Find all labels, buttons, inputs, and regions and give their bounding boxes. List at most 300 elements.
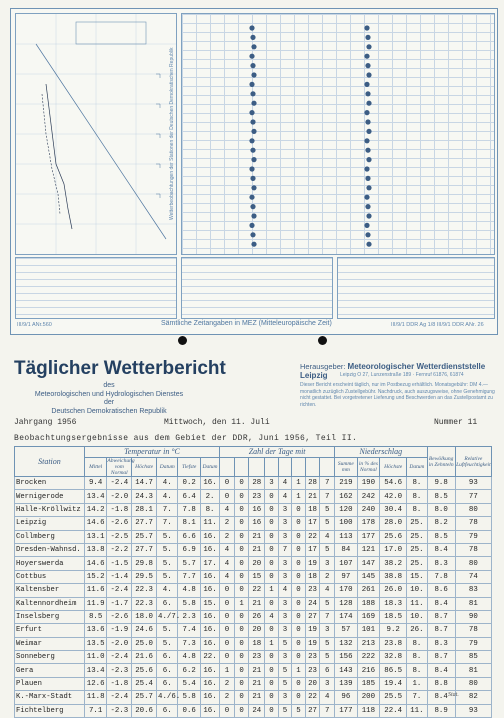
table-cell: 83	[455, 584, 491, 597]
table-cell: 24	[249, 704, 265, 717]
publisher-address: Leipzig O 27, Lunzenstraße 189 · Fernruf 61876, 61874	[340, 372, 464, 378]
table-cell: 0	[292, 503, 306, 516]
table-cell: 20	[249, 557, 265, 570]
table-cell: 23	[249, 651, 265, 664]
table-cell: 17	[305, 517, 320, 530]
table-cell: 8.4	[427, 597, 455, 610]
table-cell: 4.	[157, 584, 178, 597]
table-cell: 23	[305, 651, 320, 664]
weather-symbol-icon	[365, 232, 370, 237]
table-cell: 1	[265, 637, 279, 650]
table-cell: -1.9	[107, 624, 132, 637]
table-cell: 2	[220, 677, 235, 690]
table-cell: 4.8	[178, 651, 201, 664]
table-cell: 0	[234, 664, 249, 677]
weather-symbol-icon	[249, 138, 254, 143]
volume-year: Jahrgang 1956	[14, 418, 77, 427]
group-days: Zahl der Tage mit	[220, 447, 335, 458]
table-cell: 25.5	[380, 691, 407, 704]
table-cell: 14.6	[84, 557, 107, 570]
table-cell: 19	[305, 557, 320, 570]
table-cell: 8.2	[427, 517, 455, 530]
table-cell: 0	[234, 584, 249, 597]
table-cell: 101	[357, 624, 380, 637]
table-cell: 0	[234, 624, 249, 637]
table-cell: 0	[234, 490, 249, 503]
table-cell: 0	[292, 517, 306, 530]
sub-header: Summe mm	[335, 458, 358, 477]
table-cell: 54.6	[380, 477, 407, 490]
table-cell: 8.6	[427, 584, 455, 597]
table-cell: 22	[249, 584, 265, 597]
table-cell: 0	[234, 503, 249, 516]
table-row	[15, 691, 492, 704]
table-cell: 5	[278, 637, 292, 650]
station-name: Inselsberg	[15, 610, 85, 623]
table-cell: 4	[220, 543, 235, 556]
table-cell: 4./6.	[157, 691, 178, 704]
weather-symbol-icon	[251, 44, 256, 49]
masthead	[0, 352, 504, 414]
table-cell: 7	[320, 704, 335, 717]
weather-symbol-icon	[251, 213, 256, 218]
table-cell: 27.7	[132, 517, 157, 530]
table-cell: 16.	[200, 704, 219, 717]
table-cell: 26.0	[380, 584, 407, 597]
table-cell: 0.6	[178, 704, 201, 717]
table-cell: 118	[357, 704, 380, 717]
table-cell: 4	[265, 610, 279, 623]
subtitle-line: der	[103, 399, 115, 406]
table-cell: 93	[455, 477, 491, 490]
table-row	[15, 503, 492, 516]
table-cell: 20	[249, 624, 265, 637]
table-cell: 8.8	[427, 677, 455, 690]
table-cell: 7.	[157, 517, 178, 530]
table-cell: 5.	[157, 530, 178, 543]
table-cell: 93	[455, 704, 491, 717]
table-row	[15, 557, 492, 570]
table-cell: 7.7	[178, 570, 201, 583]
col-station: Station	[15, 447, 85, 477]
table-cell: 8.4	[427, 543, 455, 556]
weather-symbol-icon	[364, 223, 369, 228]
table-cell: 4	[278, 490, 292, 503]
table-cell: 0	[292, 651, 306, 664]
table-cell: 0	[234, 557, 249, 570]
table-cell: -1.4	[107, 570, 132, 583]
weather-symbol-icon	[250, 204, 255, 209]
table-cell: -2.5	[107, 530, 132, 543]
weather-symbol-icon	[249, 223, 254, 228]
table-cell: 15	[249, 570, 265, 583]
table-row	[15, 704, 492, 717]
table-cell: 5	[320, 637, 335, 650]
table-cell: 145	[357, 570, 380, 583]
table-cell: 17.0	[380, 543, 407, 556]
table-cell: 0	[234, 637, 249, 650]
table-cell: 16.	[200, 570, 219, 583]
table-cell: 5.	[157, 570, 178, 583]
table-cell: 7.8	[427, 570, 455, 583]
table-cell: 3	[320, 624, 335, 637]
table-cell: 3	[278, 517, 292, 530]
table-cell: 22.3	[132, 584, 157, 597]
table-cell: 147	[357, 557, 380, 570]
group-precipitation: Niederschlag	[335, 447, 427, 458]
table-cell: 21	[249, 597, 265, 610]
table-cell: 0	[220, 584, 235, 597]
table-cell: 23.8	[380, 637, 407, 650]
table-cell: 78	[455, 624, 491, 637]
table-cell: 4	[320, 584, 335, 597]
table-cell: 21.6	[132, 651, 157, 664]
table-cell: 2	[320, 570, 335, 583]
sub-header: Datum	[200, 458, 219, 477]
weather-symbol-icon	[251, 242, 256, 247]
table-cell: 4	[220, 503, 235, 516]
table-cell: 28	[249, 477, 265, 490]
table-cell: 21	[305, 490, 320, 503]
table-cell: 128	[335, 597, 358, 610]
station-name: Hoyerswerda	[15, 557, 85, 570]
table-cell: 185	[357, 677, 380, 690]
table-cell: 2	[220, 517, 235, 530]
table-cell: 6.	[157, 704, 178, 717]
table-cell: -1.8	[107, 677, 132, 690]
table-cell: 0	[234, 543, 249, 556]
weather-symbol-icon	[365, 91, 370, 96]
table-cell: 26.	[407, 624, 427, 637]
weather-symbol-icon	[249, 166, 254, 171]
table-cell: 32.8	[380, 651, 407, 664]
sub-header	[305, 458, 320, 477]
table-cell: 79	[455, 530, 491, 543]
table-cell: 20	[305, 677, 320, 690]
table-cell: 222	[357, 651, 380, 664]
table-cell: 18	[249, 637, 265, 650]
table-cell: 0	[292, 557, 306, 570]
subtitle-line: des	[103, 382, 115, 389]
table-cell: 7	[320, 610, 335, 623]
table-cell: 80	[455, 677, 491, 690]
table-cell: 24.6	[132, 624, 157, 637]
table-cell: 0	[265, 704, 279, 717]
table-cell: 5	[278, 704, 292, 717]
table-cell: 6.9	[178, 543, 201, 556]
table-cell: 7	[320, 477, 335, 490]
table-cell: 0	[265, 570, 279, 583]
table-cell: 0	[234, 610, 249, 623]
table-cell: 143	[335, 664, 358, 677]
table-cell: 5	[320, 517, 335, 530]
table-cell: 25.	[407, 557, 427, 570]
table-cell: 21	[249, 677, 265, 690]
table-cell: 156	[335, 651, 358, 664]
table-cell: 21	[249, 530, 265, 543]
table-cell: 21	[249, 691, 265, 704]
table-heading: Beobachtungsergebnisse aus dem Gebiet der DDR, Juni 1956, Teil II.	[14, 434, 358, 443]
observation-table	[14, 446, 492, 718]
table-cell: 107	[335, 557, 358, 570]
table-cell: 5.8	[178, 691, 201, 704]
table-cell: 11.0	[84, 651, 107, 664]
table-cell: 4.8	[178, 584, 201, 597]
publisher-info: Dieser Bericht erscheint täglich, nur im Postbezug erhältlich. Monatsgebühr: DM 4.— monatlich zuzüglich Zustellgebühr. Nachdruck, auch auszugsweise, ohne Genehmigung nicht gestattet. Bei vorgetretener Lieferung und Beschwerden an das Zustellpostamt zu richten.	[300, 382, 495, 408]
table-cell: 5.7	[178, 557, 201, 570]
table-cell: 0	[292, 597, 306, 610]
table-cell: 6.	[157, 677, 178, 690]
table-cell: 97	[335, 570, 358, 583]
table-cell: 0	[220, 597, 235, 610]
table-cell: 1	[234, 597, 249, 610]
table-cell: 6.2	[178, 664, 201, 677]
table-cell: 0	[234, 477, 249, 490]
table-cell: 4	[278, 584, 292, 597]
sub-header	[292, 458, 306, 477]
table-cell: 13.5	[84, 637, 107, 650]
table-cell: 16	[249, 517, 265, 530]
table-cell: 3	[265, 477, 279, 490]
table-cell: 16.	[200, 543, 219, 556]
table-cell: 23	[305, 664, 320, 677]
station-name: Brocken	[15, 477, 85, 490]
subtitle-line: Deutschen Demokratischen Republik	[51, 407, 167, 415]
table-cell: 84	[335, 543, 358, 556]
sub-header	[320, 458, 335, 477]
table-cell: 7.	[407, 691, 427, 704]
table-cell: 3	[278, 557, 292, 570]
table-cell: 7.3	[178, 637, 201, 650]
weather-symbol-icon	[249, 195, 254, 200]
table-row	[15, 543, 492, 556]
table-cell: 0	[265, 597, 279, 610]
table-cell: 188	[357, 597, 380, 610]
table-cell: 15.2	[84, 570, 107, 583]
sub-header: Datum	[407, 458, 427, 477]
weather-symbol-icon	[366, 129, 371, 134]
table-cell: 8.	[407, 477, 427, 490]
table-cell: 8.3	[427, 557, 455, 570]
table-cell: 0	[265, 490, 279, 503]
table-cell: 0	[265, 624, 279, 637]
table-cell: 3	[278, 610, 292, 623]
table-cell: 18	[305, 503, 320, 516]
table-cell: 25.	[407, 517, 427, 530]
table-cell: 13.6	[84, 624, 107, 637]
table-cell: -2.6	[107, 610, 132, 623]
table-cell: 1	[265, 584, 279, 597]
subtitle-line: Meteorologischen und Hydrologischen Dienstes	[34, 390, 184, 398]
table-cell: 16.	[200, 477, 219, 490]
table-cell: 8.3	[427, 637, 455, 650]
weather-symbol-icon	[364, 166, 369, 171]
col-humidity: Relative Luftfeuchtigkeit	[455, 447, 491, 477]
table-cell: -2.0	[107, 490, 132, 503]
subtitle	[14, 382, 204, 416]
table-cell: 7.1	[84, 704, 107, 717]
table-cell: 22.3	[132, 597, 157, 610]
table-cell: 0	[234, 651, 249, 664]
table-cell: 0	[292, 677, 306, 690]
table-cell: 6.	[157, 651, 178, 664]
table-cell: 26	[249, 610, 265, 623]
weather-symbol-icon	[249, 110, 254, 115]
table-cell: 4	[320, 691, 335, 704]
table-cell: 5	[278, 664, 292, 677]
weather-symbol-icon	[366, 242, 371, 247]
table-cell: 16.	[200, 664, 219, 677]
station-name: Kaltennordheim	[15, 597, 85, 610]
table-cell: 2	[220, 691, 235, 704]
weather-symbol-icon	[249, 82, 254, 87]
table-cell: 14.7	[132, 477, 157, 490]
table-cell: 16.	[200, 584, 219, 597]
weather-symbol-icon	[251, 129, 256, 134]
table-cell: 219	[335, 477, 358, 490]
aerological-chart	[15, 13, 177, 255]
station-name: Leipzig	[15, 517, 85, 530]
table-cell: 170	[335, 584, 358, 597]
table-cell: 0.2	[178, 477, 201, 490]
table-cell: 18.5	[380, 610, 407, 623]
table-cell: 25.4	[132, 677, 157, 690]
table-cell: 216	[357, 664, 380, 677]
table-cell: 18.3	[380, 597, 407, 610]
station-name: Sonneberg	[15, 651, 85, 664]
sub-header: in % des Normal	[357, 458, 380, 477]
table-cell: 13.4	[84, 490, 107, 503]
table-cell: 5	[320, 503, 335, 516]
table-cell: 0	[220, 624, 235, 637]
table-cell: 1	[292, 490, 306, 503]
table-cell: 6.4	[178, 490, 201, 503]
table-cell: 174	[335, 610, 358, 623]
weather-symbol-icon	[366, 213, 371, 218]
table-cell: -2.2	[107, 543, 132, 556]
weather-symbol-icon	[366, 101, 371, 106]
sub-header	[234, 458, 249, 477]
weather-symbol-icon	[365, 148, 370, 153]
table-cell: 57	[335, 624, 358, 637]
table-cell: 38.8	[380, 570, 407, 583]
station-name: Fichtelberg	[15, 704, 85, 717]
table-cell: 8.	[407, 490, 427, 503]
table-row	[15, 677, 492, 690]
station-name: Wernigerode	[15, 490, 85, 503]
table-cell: 15.	[200, 597, 219, 610]
table-cell: 14.6	[84, 517, 107, 530]
table-cell: 2	[220, 530, 235, 543]
table-cell: 0	[265, 517, 279, 530]
station-name: Kaltensber	[15, 584, 85, 597]
table-cell: 3	[278, 691, 292, 704]
table-cell: 16.	[200, 610, 219, 623]
table-cell: 80	[455, 557, 491, 570]
table-cell: 0	[292, 637, 306, 650]
table-cell: 0	[234, 691, 249, 704]
table-row	[15, 597, 492, 610]
table-cell: 2.	[200, 490, 219, 503]
publisher-name: Meteorologischer Wetterdienststelle Leipzig	[300, 362, 486, 380]
sub-header: Abweichung vom Normal	[107, 458, 135, 476]
weather-symbol-icon	[249, 25, 254, 30]
table-cell: 10.	[407, 610, 427, 623]
table-cell: 4	[220, 557, 235, 570]
sub-header: Tiefste	[178, 458, 201, 477]
table-cell: -2.4	[107, 584, 132, 597]
table-cell: 4	[320, 530, 335, 543]
weather-symbol-icon	[250, 91, 255, 96]
table-cell: 25.7	[132, 691, 157, 704]
table-cell: 6	[320, 664, 335, 677]
table-cell: 0	[220, 651, 235, 664]
table-cell: 0	[265, 651, 279, 664]
table-cell: -1.8	[107, 503, 132, 516]
table-cell: 2.3	[178, 610, 201, 623]
table-cell: 139	[335, 677, 358, 690]
table-cell: 0	[234, 677, 249, 690]
table-cell: 25.0	[132, 637, 157, 650]
table-cell: 13.4	[84, 664, 107, 677]
table-cell: -2.6	[107, 517, 132, 530]
table-cell: 5	[320, 651, 335, 664]
table-cell: 14.2	[84, 503, 107, 516]
table-cell: 25.7	[132, 530, 157, 543]
table-cell: 0	[234, 530, 249, 543]
table-cell: 86.5	[380, 664, 407, 677]
table-cell: 178	[357, 517, 380, 530]
weather-symbol-icon	[364, 195, 369, 200]
table-cell: 1.	[407, 677, 427, 690]
table-cell: 0	[292, 691, 306, 704]
table-cell: 4.	[157, 477, 178, 490]
timezone-note: Sämtliche Zeitangaben in MEZ (Mitteleuropäische Zeit)	[161, 320, 332, 327]
sub-header: Datum	[157, 458, 178, 477]
table-cell: 16.	[200, 624, 219, 637]
table-cell: 18.0	[132, 610, 157, 623]
table-cell: 0	[234, 517, 249, 530]
table-cell: 8.	[407, 651, 427, 664]
weather-symbol-icon	[364, 54, 369, 59]
lower-mid-table	[181, 257, 333, 319]
sub-header: Höchste	[380, 458, 407, 477]
table-cell: 1	[292, 664, 306, 677]
table-cell: 27	[305, 610, 320, 623]
station-name: Plauen	[15, 677, 85, 690]
table-cell: 8.1	[178, 517, 201, 530]
table-cell: 16.	[200, 691, 219, 704]
table-cell: 4	[278, 477, 292, 490]
table-cell: 169	[357, 610, 380, 623]
weather-symbol-icon	[251, 72, 256, 77]
page-title: Täglicher Wetterbericht	[14, 358, 226, 379]
table-cell: -2.4	[107, 477, 132, 490]
table-cell: 25.6	[380, 530, 407, 543]
weather-symbol-icon	[251, 157, 256, 162]
weather-symbol-icon	[250, 63, 255, 68]
table-cell: 7.8	[178, 503, 201, 516]
table-cell: 82	[455, 691, 491, 704]
table-cell: 7.	[157, 503, 178, 516]
table-cell: 213	[357, 637, 380, 650]
table-cell: 28.0	[380, 517, 407, 530]
table-cell: 6.6	[178, 530, 201, 543]
sub-header	[220, 458, 235, 477]
table-cell: 11.	[407, 597, 427, 610]
table-cell: 7	[278, 543, 292, 556]
station-name: Gera	[15, 664, 85, 677]
